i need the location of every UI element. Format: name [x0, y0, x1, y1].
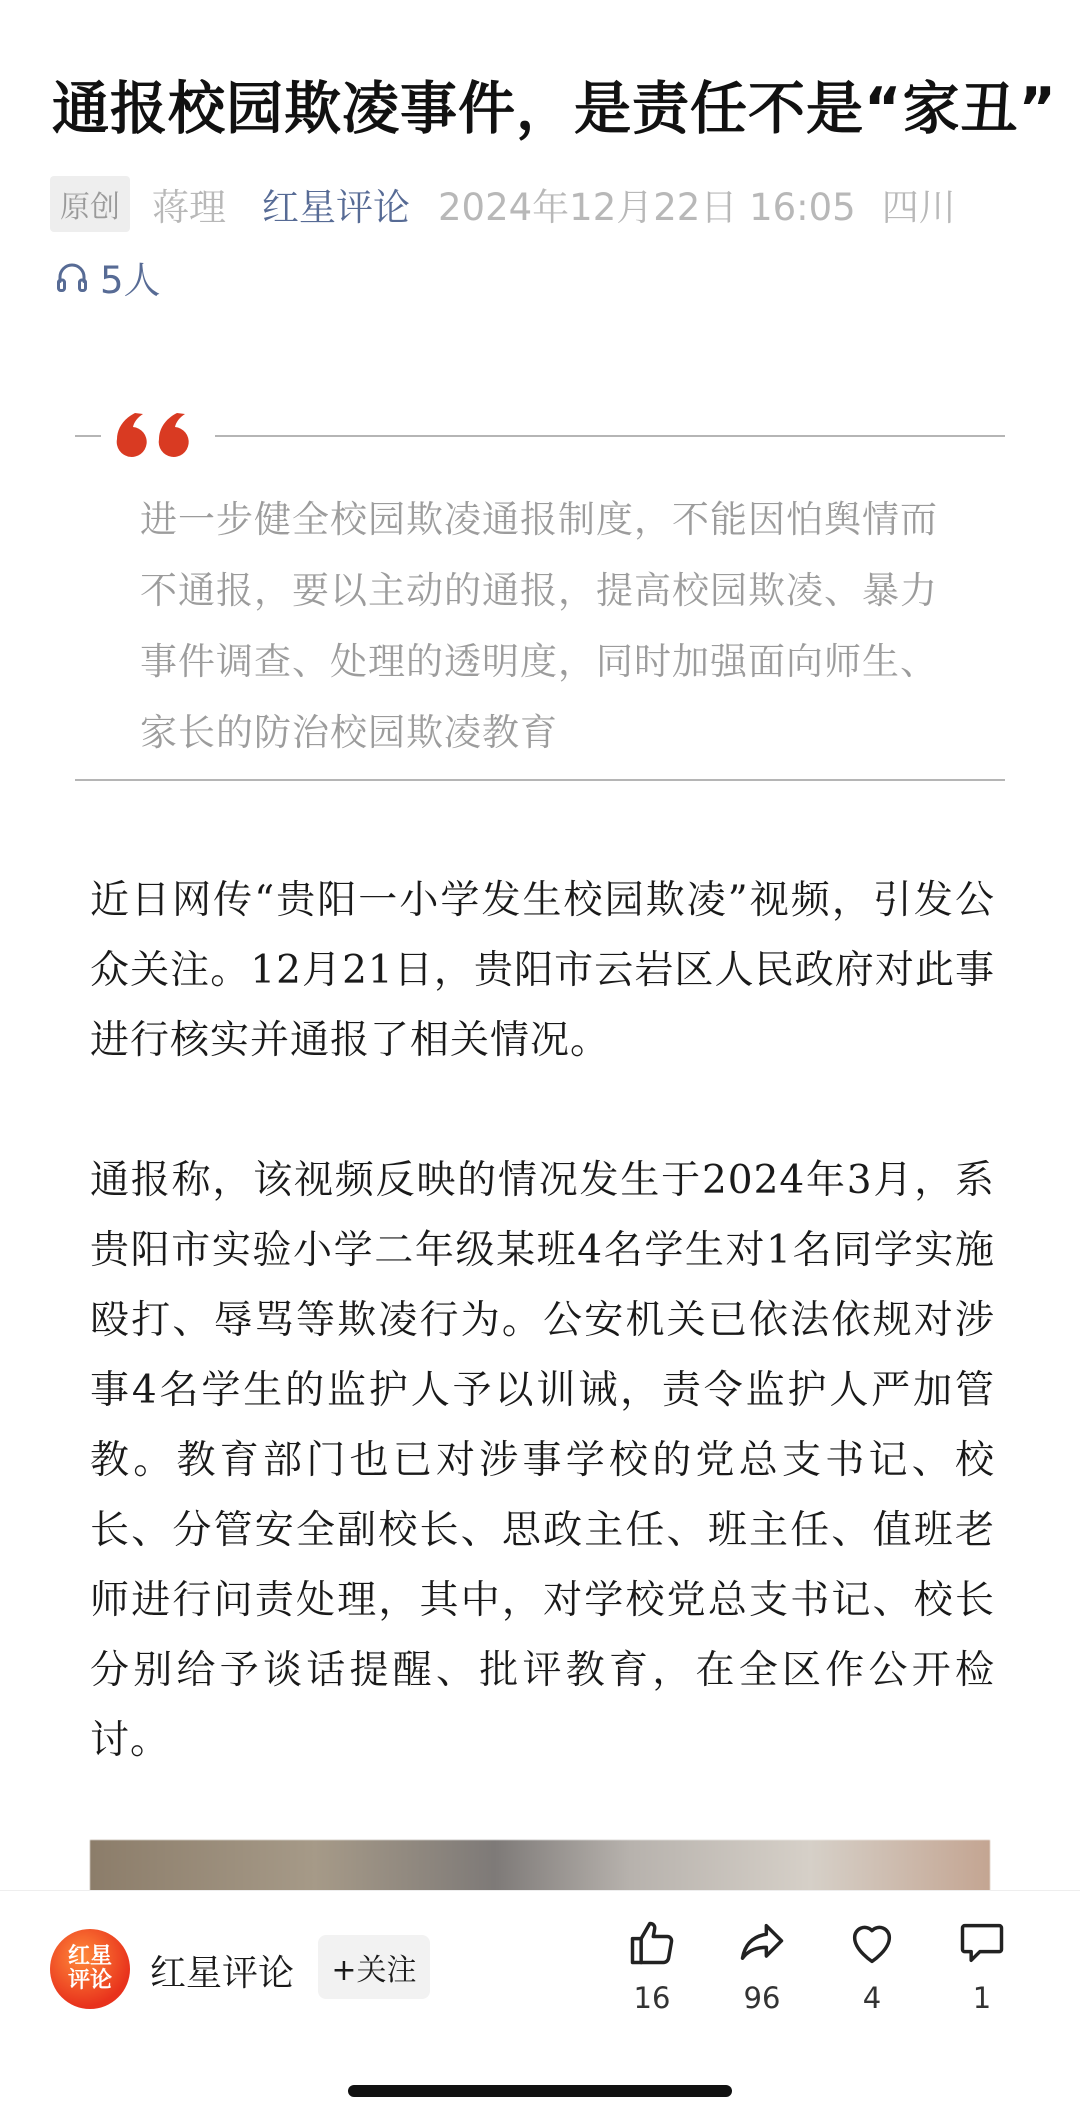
paragraph-1: 近日网传“贵阳一小学发生校园欺凌”视频，引发公众关注。12月21日，贵阳市云岩区人民政府对此事进行核实并通报了相关情况。	[90, 878, 995, 1063]
bottom-action-bar	[0, 1890, 1080, 2114]
avatar-logo-text: 红星评论	[67, 1944, 112, 1993]
share-button[interactable]	[717, 1917, 807, 2015]
account-name[interactable]: 红星评论	[150, 1953, 295, 1994]
divider	[215, 435, 1005, 437]
comment-count: 1	[972, 1981, 992, 2015]
listen-button[interactable]	[54, 252, 161, 302]
heart-icon	[846, 1917, 898, 1969]
home-indicator[interactable]	[348, 2085, 732, 2097]
share-count: 96	[743, 1981, 781, 2015]
headphones-icon	[54, 259, 90, 295]
original-badge: 原创	[50, 176, 130, 232]
divider	[75, 435, 101, 437]
quote-text: 进一步健全校园欺凌通报制度，不能因怕舆情而不通报，要以主动的通报，提高校园欺凌、暴力事件调查、处理的透明度，同时加强面向师生、家长的防治校园欺凌教育	[140, 498, 938, 754]
favorite-count: 4	[862, 1981, 882, 2015]
article-meta	[50, 178, 956, 230]
quote-divider	[75, 779, 1005, 781]
like-count: 16	[633, 1981, 671, 2015]
account-avatar[interactable]	[50, 1929, 130, 2009]
article-image[interactable]	[90, 1840, 990, 1896]
quote-header	[75, 405, 1005, 465]
publish-datetime: 2024年12月22日 16:05	[438, 186, 856, 229]
like-button[interactable]	[607, 1917, 697, 2015]
follow-button[interactable]: +关注	[318, 1935, 430, 1999]
comment-button[interactable]	[937, 1917, 1027, 2015]
paragraph-2: 通报称，该视频反映的情况发生于2024年3月，系贵阳市实验小学二年级某班4名学生对1名同学实施殴打、辱骂等欺凌行为。公安机关已依法依规对涉事4名学生的监护人予以训诫，责令监护人严加管教。教育部门也已对涉事学校的党总支书记、校长、分管安全副校长、思政主任、班主任、值班老师进行问责处理，其中，对学校党总支书记、校长分别给予谈话提醒、批评教育，在全区作公开检讨。	[90, 1158, 995, 1763]
account-link[interactable]: 红星评论	[262, 186, 410, 229]
listener-count: 5人	[100, 259, 161, 302]
article-title: 通报校园欺凌事件，是责任不是“家丑”	[52, 76, 1057, 142]
author-name[interactable]: 蒋理	[152, 186, 226, 229]
quote-mark-icon	[113, 405, 201, 461]
thumbs-up-icon	[626, 1917, 678, 1969]
comment-icon	[956, 1917, 1008, 1969]
favorite-button[interactable]	[827, 1917, 917, 2015]
share-icon	[736, 1917, 788, 1969]
publish-location: 四川	[881, 186, 956, 229]
